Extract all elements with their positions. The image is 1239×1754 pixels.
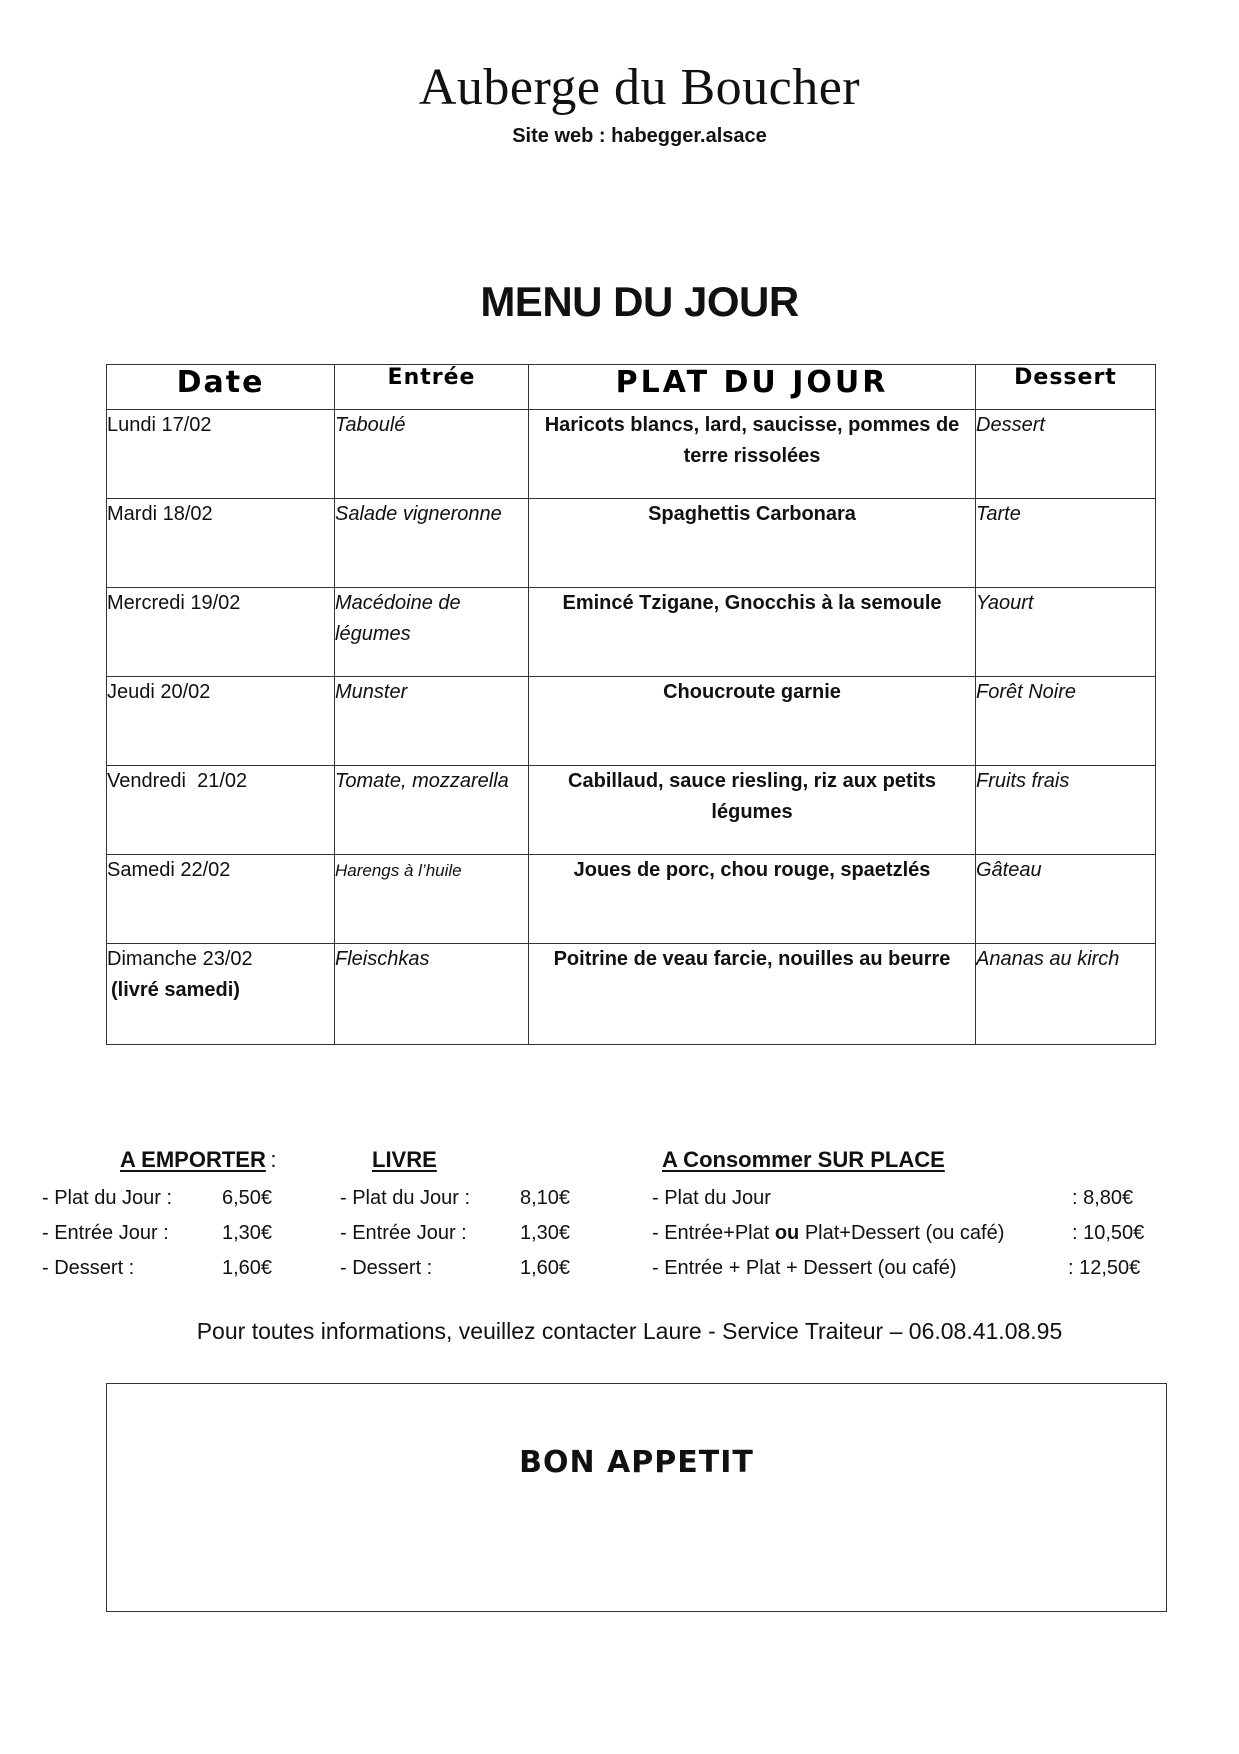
- row-entree: Harengs à l’huile: [335, 855, 529, 944]
- emporter-item-price: 1,30€: [222, 1222, 273, 1244]
- sur-place-title: A Consommer SUR PLACE: [662, 1147, 945, 1172]
- row-date: Lundi 17/02: [107, 410, 335, 499]
- footer-box: [106, 1383, 1167, 1612]
- row-dessert: Yaourt: [976, 588, 1156, 677]
- livre-heading: [372, 1147, 437, 1173]
- sur-place-item-label: [652, 1222, 1004, 1245]
- sur-place-item-price: : 12,50€: [1068, 1257, 1141, 1279]
- row-date: Dimanche 23/02: [107, 948, 253, 970]
- delivery-note: (livré samedi): [111, 979, 240, 1001]
- livre-item-price: 8,10€: [520, 1187, 571, 1209]
- row-date: Samedi 22/02: [107, 855, 335, 944]
- emporter-heading: [120, 1147, 276, 1173]
- row-date: Vendredi 21/02: [107, 766, 335, 855]
- row-date: Mercredi 19/02: [107, 588, 335, 677]
- row-dessert: Fruits frais: [976, 766, 1156, 855]
- row-dessert: Ananas au kirch: [976, 944, 1156, 1045]
- livre-title: LIVRE: [372, 1147, 437, 1172]
- row-date: Jeudi 20/02: [107, 677, 335, 766]
- row-plat: Poitrine de veau farcie, nouilles au beurre: [529, 944, 976, 1045]
- row-entree: Macédoine de légumes: [335, 588, 529, 677]
- table-row: [107, 944, 1156, 1045]
- row-dessert: Tarte: [976, 499, 1156, 588]
- row-plat: Spaghettis Carbonara: [529, 499, 976, 588]
- row-dessert: Gâteau: [976, 855, 1156, 944]
- row-plat: Joues de porc, chou rouge, spaetzlés: [529, 855, 976, 944]
- emporter-item-price: 1,60€: [222, 1257, 273, 1279]
- row-dessert: Forêt Noire: [976, 677, 1156, 766]
- table-row: [107, 499, 1156, 588]
- table-row: [107, 766, 1156, 855]
- row-entree: Taboulé: [335, 410, 529, 499]
- livre-item-price: 1,30€: [520, 1222, 571, 1244]
- table-row: [107, 588, 1156, 677]
- table-header-row: [107, 365, 1156, 410]
- row-date-cell: [107, 944, 335, 1045]
- row-plat: Cabillaud, sauce riesling, riz aux petits légumes: [529, 766, 976, 855]
- emporter-item-label: - Plat du Jour :: [42, 1187, 173, 1209]
- row-entree: Munster: [335, 677, 529, 766]
- table-row: [107, 677, 1156, 766]
- row-date: Mardi 18/02: [107, 499, 335, 588]
- header-date: Date: [107, 365, 335, 410]
- livre-item-label: - Entrée Jour :: [340, 1222, 467, 1244]
- header-plat: PLAT DU JOUR: [529, 365, 976, 410]
- header-entree: Entrée: [335, 365, 529, 410]
- emporter-item-label: - Dessert :: [42, 1257, 135, 1279]
- row-dessert: Dessert: [976, 410, 1156, 499]
- emporter-item-price: 6,50€: [222, 1187, 273, 1209]
- livre-item-label: - Dessert :: [340, 1257, 433, 1279]
- sur-place-item-label: - Plat du Jour: [652, 1187, 771, 1209]
- bon-appetit: BON APPETIT: [519, 1445, 754, 1480]
- livre-item-price: 1,60€: [520, 1257, 571, 1279]
- row-entree: Salade vigneronne: [335, 499, 529, 588]
- sur-place-heading: [662, 1147, 945, 1173]
- sur-place-item-label: - Entrée + Plat + Dessert (ou café): [652, 1257, 957, 1279]
- row-plat: Haricots blancs, lard, saucisse, pommes de terre rissolées: [529, 410, 976, 499]
- row-plat: Emincé Tzigane, Gnocchis à la semoule: [529, 588, 976, 677]
- restaurant-name: Auberge du Boucher: [418, 59, 861, 116]
- contact-line: Pour toutes informations, veuillez contacter Laure - Service Traiteur – 06.08.41.08.95: [196, 1318, 1063, 1344]
- row-entree: Tomate, mozzarella: [335, 766, 529, 855]
- emporter-item-label: - Entrée Jour :: [42, 1222, 169, 1244]
- emporter-colon: :: [270, 1147, 277, 1172]
- website-line: Site web : habegger.alsace: [512, 125, 767, 147]
- sur-place-item-price: : 8,80€: [1072, 1187, 1134, 1209]
- label-part: - Entrée+Plat: [652, 1222, 775, 1244]
- row-plat: Choucroute garnie: [529, 677, 976, 766]
- livre-item-label: - Plat du Jour :: [340, 1187, 471, 1209]
- sur-place-item-price: : 10,50€: [1072, 1222, 1145, 1244]
- row-entree: Fleischkas: [335, 944, 529, 1045]
- emporter-title: A EMPORTER: [120, 1147, 266, 1172]
- label-part: Plat+Dessert (ou café): [799, 1222, 1005, 1244]
- menu-title: MENU DU JOUR: [480, 278, 799, 325]
- table-row: [107, 855, 1156, 944]
- label-or: ou: [774, 1222, 800, 1244]
- table-row: [107, 410, 1156, 499]
- header-dessert: Dessert: [976, 365, 1156, 410]
- menu-table: [106, 364, 1156, 1045]
